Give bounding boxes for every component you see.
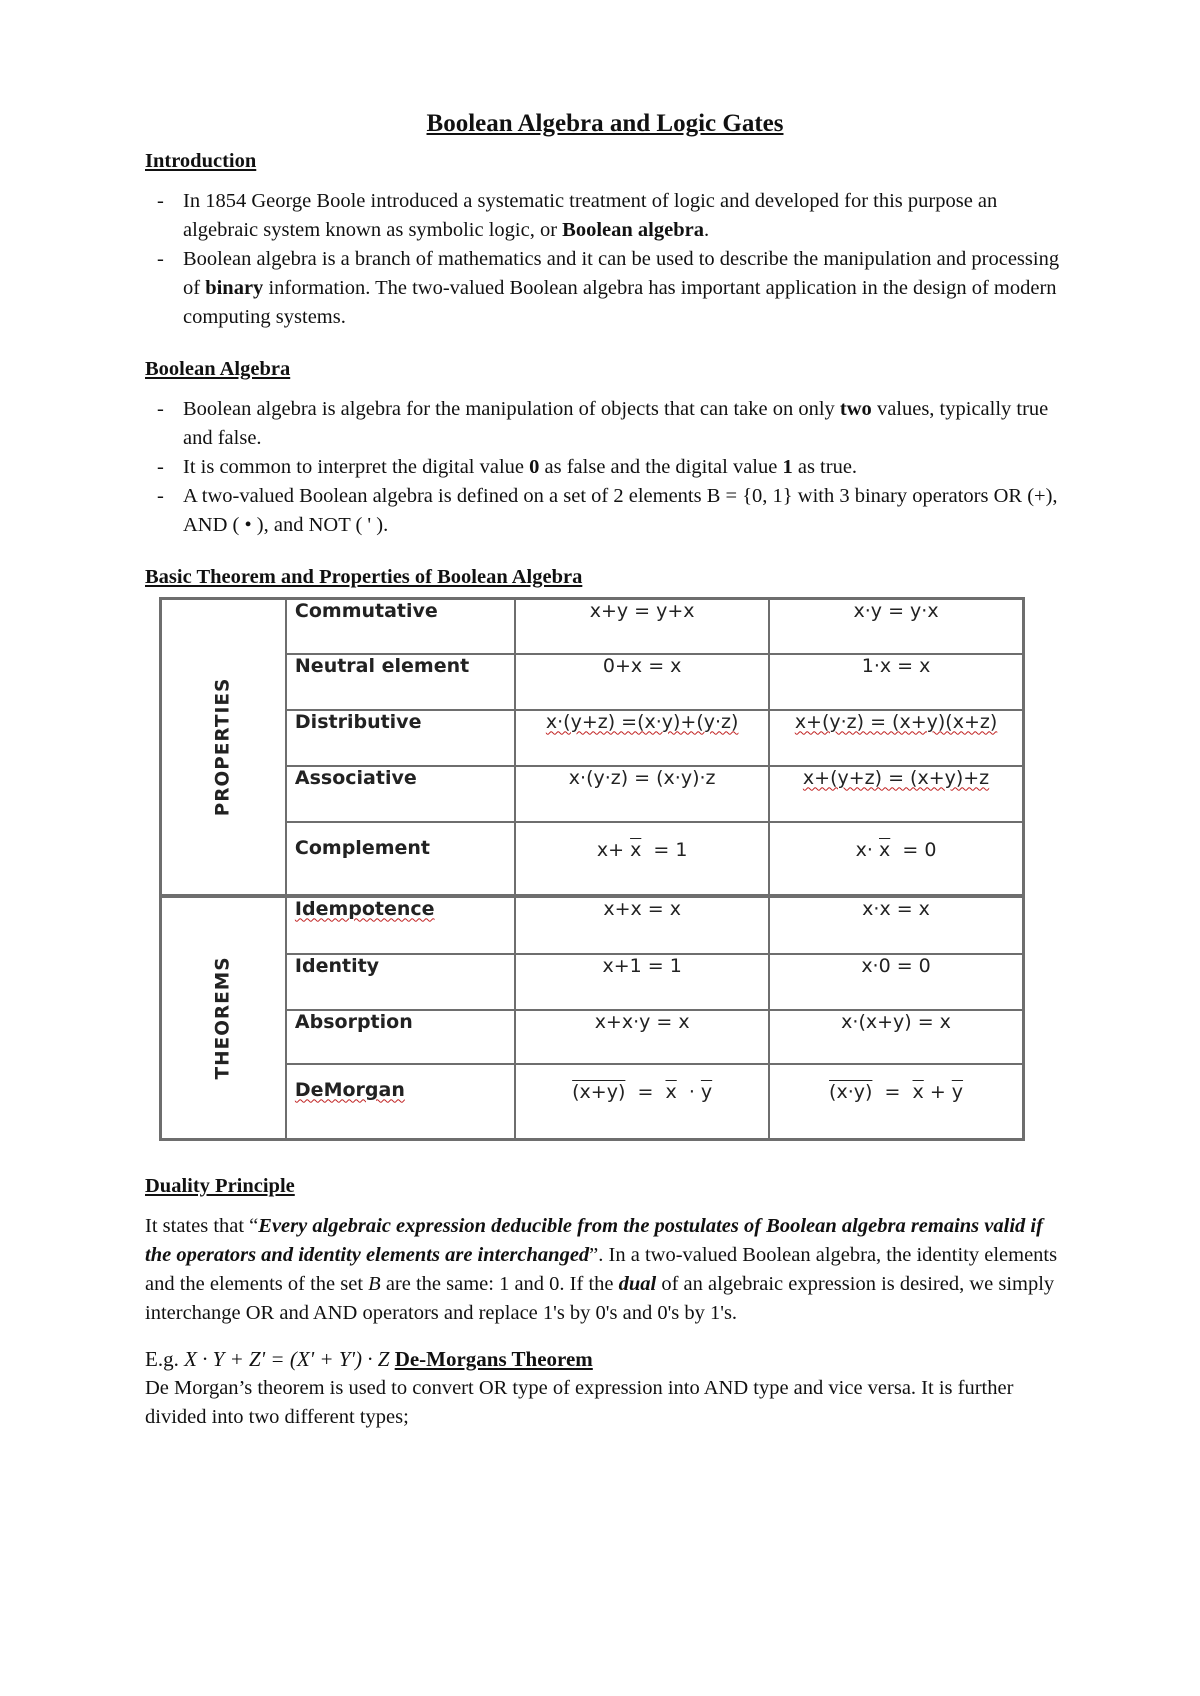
group-label-theorems: THEOREMS (212, 956, 234, 1080)
row-name: Neutral element (286, 654, 515, 710)
section-boolean-algebra (145, 358, 1065, 540)
row-expr-or: x+x = x (515, 896, 769, 954)
section-theorems (145, 566, 1065, 1141)
row-expr-or: x+x·y = x (515, 1010, 769, 1064)
table-row (161, 654, 1024, 710)
row-name: Absorption (286, 1010, 515, 1064)
row-expr-or: $x+ \overline{x} = 1$ (515, 822, 769, 896)
group-cell-properties (161, 599, 286, 896)
properties-table (159, 597, 1025, 1141)
table-row (161, 1064, 1024, 1140)
intro-list (145, 187, 1065, 332)
row-name: Associative (286, 766, 515, 822)
heading-theorems: Basic Theorem and Properties of Boolean Algebra (145, 566, 583, 588)
row-expr-and: $(x\cdot y) = \overline{x} + \overline{y}$ (769, 1064, 1023, 1140)
list-item: - Boolean algebra is a branch of mathematics and it can be used to describe the manipulation and processing of binary information. The two-valued Boolean algebra has important application in the design of modern computing systems. (145, 245, 1065, 332)
heading-boolean-algebra: Boolean Algebra (145, 358, 291, 380)
group-label-properties: PROPERTIES (212, 677, 234, 817)
row-expr-and: x·(x+y) = x (769, 1010, 1023, 1064)
list-item: - It is common to interpret the digital value 0 as false and the digital value 1 as true. (145, 453, 1065, 482)
table-row (161, 954, 1024, 1010)
section-duality (145, 1175, 1065, 1432)
row-name: Identity (286, 954, 515, 1010)
table-row (161, 822, 1024, 896)
example-expression: X · Y + Z' = (X' + Y') · Z (184, 1347, 390, 1371)
row-expr-or: x·(y·z) = (x·y)·z (515, 766, 769, 822)
row-name: Distributive (286, 710, 515, 766)
row-expr-and: x+(y+z) = (x+y)+z (769, 766, 1023, 822)
row-expr-and: x·y = y·x (769, 599, 1023, 654)
properties-table-wrap (159, 597, 1025, 1141)
row-expr-and: x·0 = 0 (769, 954, 1023, 1010)
heading-duality: Duality Principle (145, 1175, 295, 1197)
row-expr-or: x·(y+z) =(x·y)+(y·z) (515, 710, 769, 766)
row-name: Commutative (286, 599, 515, 654)
row-name: DeMorgan (286, 1064, 515, 1140)
row-expr-or: x+y = y+x (515, 599, 769, 654)
row-expr-or: $(x+y) = \overline{x} \cdot \overline{y}$ (515, 1064, 769, 1140)
demorgan-paragraph: De Morgan’s theorem is used to convert OR type of expression into AND type and vice versa. It is further divided into two different types; (145, 1377, 1014, 1428)
heading-demorgan: De-Morgans Theorem (394, 1347, 593, 1371)
duality-paragraph: It states that “Every algebraic expression deducible from the postulates of Boolean algebra remains valid if the operators and identity elements are interchanged”. In a two-valued Boolean algebra, the identity elements and the elements of the set B are the same: 1 and 0. If the dual of an algebraic expression is desired, we simply interchange OR and AND operators and replace 1's by 0's and 0's by 1's. (145, 1215, 1058, 1324)
table-row (161, 599, 1024, 654)
list-item: - A two-valued Boolean algebra is defined on a set of 2 elements B = {0, 1} with 3 binary operators OR (+), AND ( • ), and NOT ( ' ). (145, 482, 1065, 540)
row-expr-or: x+1 = 1 (515, 954, 769, 1010)
list-item: - In 1854 George Boole introduced a systematic treatment of logic and developed for this purpose an algebraic system known as symbolic logic, or Boolean algebra. (145, 187, 1065, 245)
document-content (145, 110, 1065, 1432)
section-introduction (145, 150, 1065, 332)
group-cell-theorems (161, 896, 286, 1140)
row-name: Complement (286, 822, 515, 896)
example-line: E.g. X · Y + Z' = (X' + Y') · Z De-Morgans Theorem (145, 1347, 593, 1371)
table-row (161, 710, 1024, 766)
row-expr-and: x·x = x (769, 896, 1023, 954)
table-row (161, 1010, 1024, 1064)
boolean-list (145, 395, 1065, 540)
document-title: Boolean Algebra and Logic Gates (426, 110, 784, 137)
table-row (161, 896, 1024, 954)
row-expr-and: 1·x = x (769, 654, 1023, 710)
row-expr-and: x+(y·z) = (x+y)(x+z) (769, 710, 1023, 766)
table-row (161, 766, 1024, 822)
heading-introduction: Introduction (145, 150, 257, 172)
row-expr-and: $x\cdot \overline{x} = 0$ (769, 822, 1023, 896)
row-expr-or: 0+x = x (515, 654, 769, 710)
list-item: - Boolean algebra is algebra for the manipulation of objects that can take on only two values, typically true and false. (145, 395, 1065, 453)
row-name: Idempotence (286, 896, 515, 954)
